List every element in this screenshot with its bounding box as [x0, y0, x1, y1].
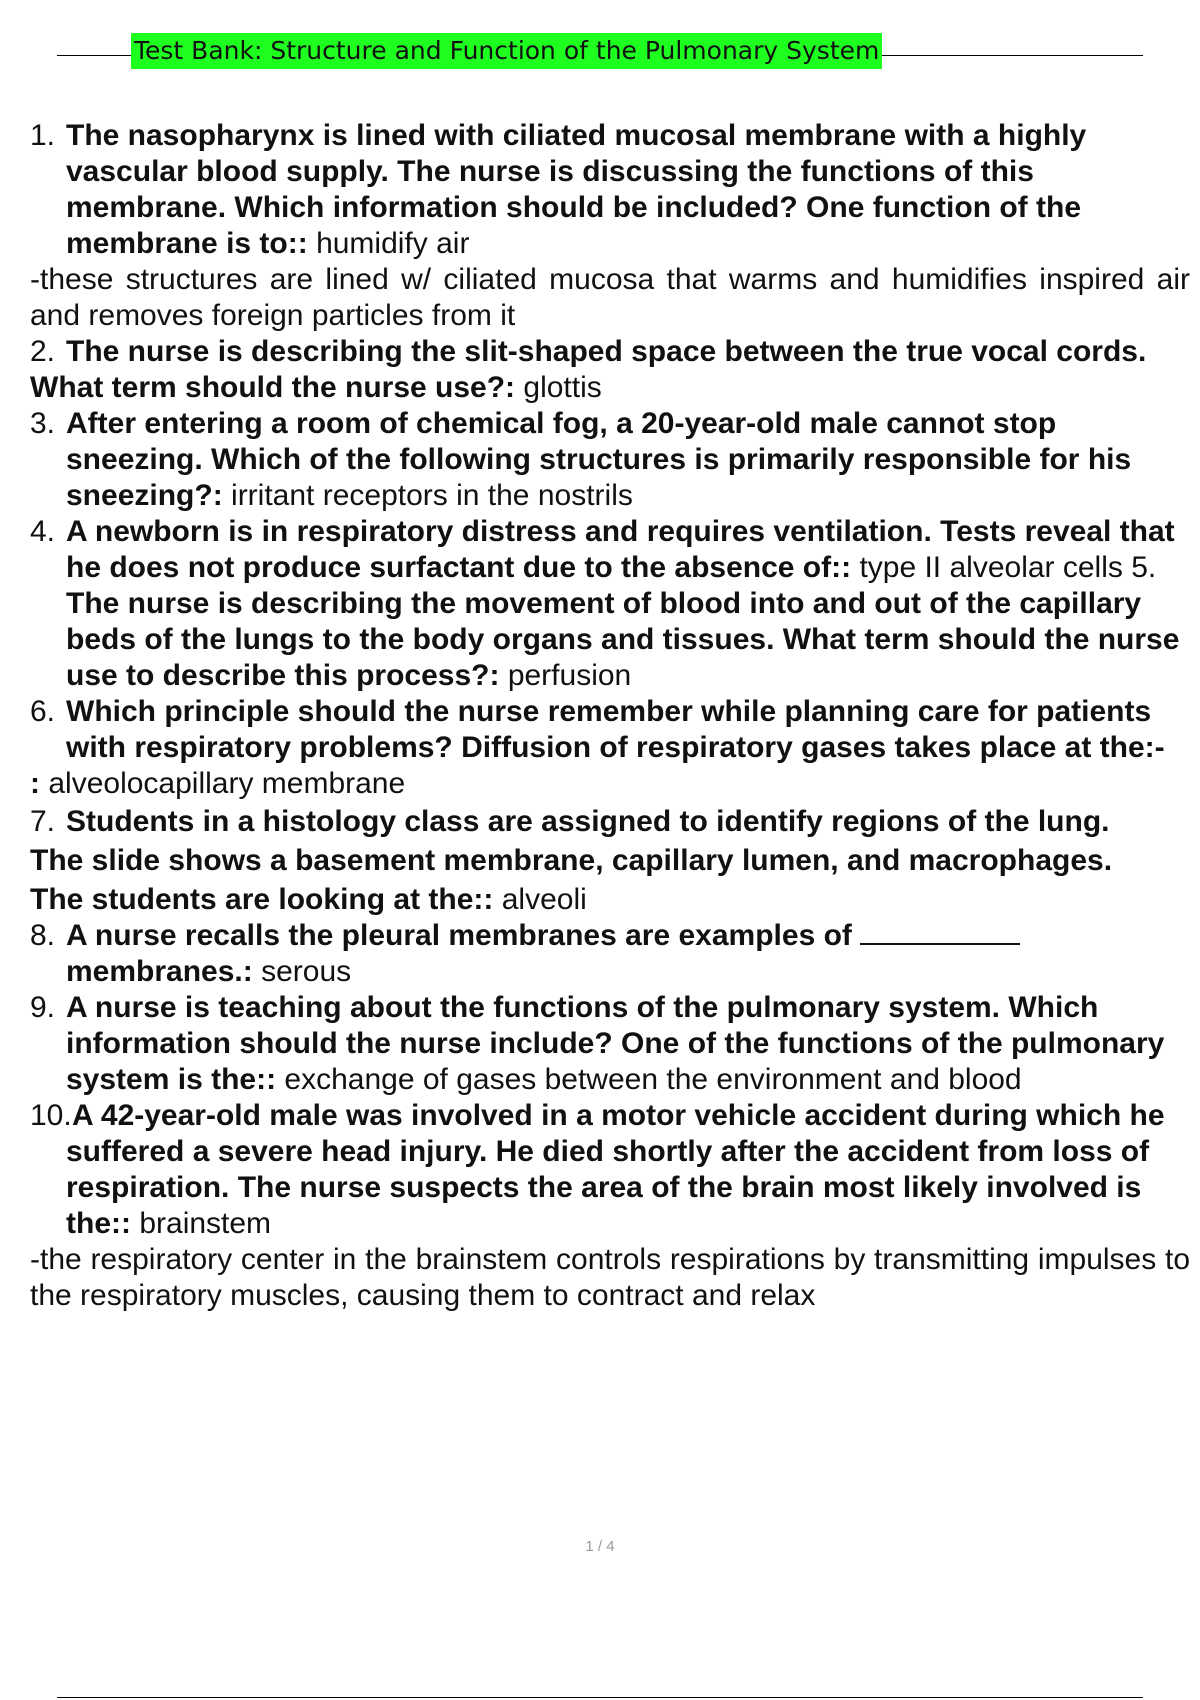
question-number: 8. [30, 919, 56, 952]
question-number: 3. [30, 407, 56, 440]
question-item-2 [30, 334, 1190, 370]
question-item-3 [30, 406, 1190, 514]
question-text-continued: The students are looking at the:: [30, 883, 494, 916]
answer-text: alveoli [501, 883, 587, 916]
answer-text: glottis [523, 371, 602, 404]
question-number: 1. [30, 119, 56, 152]
question-item-8 [30, 918, 1190, 990]
question-number: 6. [30, 695, 56, 728]
question-item-10 [30, 1098, 1190, 1242]
question-text-5: The nurse is describing the movement of blood into and out of the capillary beds of the lungs to the body organs and tissues. What term should the nurse use to describe this process?: [66, 587, 1180, 692]
footer-rule [57, 1697, 1143, 1698]
question-text: A nurse recalls the pleural membranes are examples of [66, 919, 852, 952]
question-text: The nurse is describing the slit-shaped space between the true vocal cords. [66, 335, 1147, 368]
question-text: The nasopharynx is lined with ciliated mucosal membrane with a highly vascular blood supply. The nurse is discussing the functions of this membrane. Which information should be included? One function of the membrane is to:: [66, 119, 1087, 260]
question-number: 10. [30, 1099, 72, 1132]
question-item-4 [30, 514, 1190, 694]
question-item-7 [30, 804, 1190, 840]
question-item-6 [30, 694, 1190, 766]
explanation-note: -these structures are lined w/ ciliated mucosa that warms and humidifies inspired air and removes foreign particles from it [30, 263, 1190, 332]
answer-text: alveolocapillary membrane [48, 767, 406, 800]
question-text-continued: The slide shows a basement membrane, capillary lumen, and macrophages. [30, 844, 1113, 877]
question-item-1 [30, 118, 1190, 262]
answer-text: exchange of gases between the environment and blood [284, 1063, 1022, 1096]
question-item-9 [30, 990, 1190, 1098]
answer-text: type II alveolar cells 5. [859, 551, 1157, 584]
answer-text: serous [261, 955, 352, 988]
page-number: 1 / 4 [585, 1538, 615, 1555]
document-title: Test Bank: Structure and Function of the Pulmonary System [131, 33, 882, 69]
answer-prefix: : [30, 767, 40, 800]
answer-text: humidify air [316, 227, 470, 260]
question-number: 7. [30, 805, 56, 838]
question-text: After entering a room of chemical fog, a 20-year-old male cannot stop sneezing. Which of the following structures is primarily responsible for his sneezing?: [66, 407, 1132, 512]
question-text: Students in a histology class are assigned to identify regions of the lung. [66, 805, 1110, 838]
question-text: A nurse is teaching about the functions of the pulmonary system. Which information should the nurse include? One of the functions of the pulmonary system is the:: [66, 991, 1165, 1096]
answer-text: brainstem [139, 1207, 272, 1240]
answer-text: irritant receptors in the nostrils [231, 479, 633, 512]
question-number: 2. [30, 335, 56, 368]
question-text: Which principle should the nurse remember while planning care for patients with respiratory problems? Diffusion of respiratory gases takes place at the:- [66, 695, 1165, 764]
question-number: 4. [30, 515, 56, 548]
question-text: A 42-year-old male was involved in a motor vehicle accident during which he suffered a severe head injury. He died shortly after the accident from loss of respiration. The nurse suspects the area of the brain most likely involved is the:: [66, 1099, 1165, 1240]
explanation-note: -the respiratory center in the brainstem controls respirations by transmitting impulses to the respiratory muscles, causing them to contract and relax [30, 1243, 1190, 1312]
fill-in-blank [860, 919, 1020, 945]
question-text: A newborn is in respiratory distress and requires ventilation. Tests reveal that he does not produce surfactant due to the absence of:: [66, 515, 1175, 584]
question-number: 9. [30, 991, 56, 1024]
answer-text-5: perfusion [507, 659, 632, 692]
question-list [30, 118, 1190, 1314]
question-text-continued: membranes.: [66, 955, 253, 988]
question-text-continued: What term should the nurse use?: [30, 371, 516, 404]
